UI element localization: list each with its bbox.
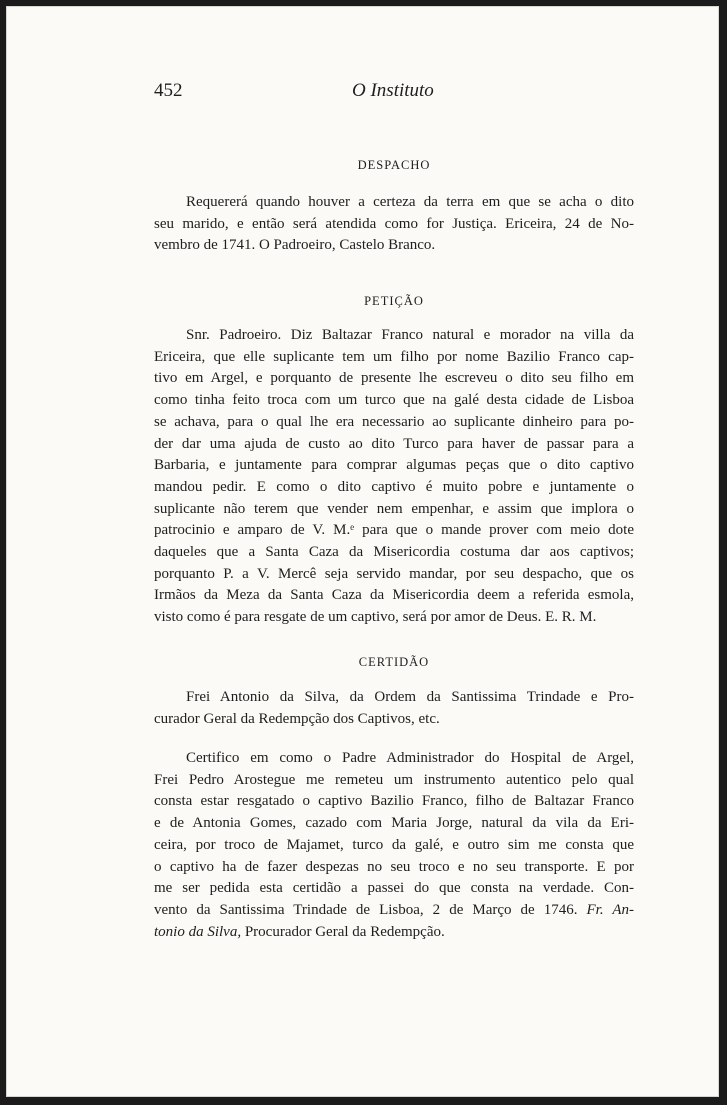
- text-line: Certifico em como o Padre Administrador do Hospital de Argel,: [186, 750, 634, 766]
- text-line: mandou pedir. E como o dito captivo é muito pobre e juntamente o: [154, 478, 634, 495]
- text-line: consta estar resgatado o captivo Bazilio Franco, filho de Baltazar Franco: [154, 793, 634, 810]
- text-line: [154, 900, 634, 922]
- paragraph-peticao: [154, 325, 634, 629]
- text-line: patrocinio e amparo de V. M.ᵉ para que o mande prover com meio dote: [154, 522, 634, 539]
- text-line: Ericeira, que elle suplicante tem um filho por nome Bazilio Franco cap-: [154, 348, 634, 365]
- text-line: curador Geral da Redempção dos Captivos, etc.: [154, 710, 440, 727]
- text-line: me ser pedida esta certidão a passei do que consta na verdade. Con-: [154, 880, 634, 897]
- text-line: seu marido, e então será atendida como for Justiça. Ericeira, 24 de No-: [154, 215, 634, 232]
- text-line: Barbaria, e juntamente para comprar algumas peças que o dito captivo: [154, 457, 634, 474]
- section-heading-despacho: DESPACHO: [357, 158, 431, 172]
- page-number: 452: [154, 80, 183, 101]
- paragraph-despacho: [154, 192, 634, 257]
- text-line: [154, 922, 634, 944]
- text-line: como tinha feito troca com um turco que na galé desta cidade de Lisboa: [154, 392, 634, 409]
- text-line: Frei Pedro Arostegue me remeteu um instrumento autentico pelo qual: [154, 771, 634, 788]
- paragraph-certidao-intro: [154, 687, 634, 730]
- text-line: porquanto P. a V. Mercê seja servido mandar, por seu despacho, que os: [154, 565, 634, 582]
- text-line: Snr. Padroeiro. Diz Baltazar Franco natural e morador na villa da: [186, 327, 634, 343]
- text-line: o captivo ha de fazer despezas no seu troco e no seu transporte. E por: [154, 858, 634, 875]
- italic-fragment: tonio da Silva,: [154, 923, 242, 940]
- page-header: [154, 80, 634, 110]
- text-line: suplicante não terem que vender nem empenhar, e assim que implora o: [154, 500, 634, 517]
- text-line: Requererá quando houver a certeza da terra em que se acha o dito: [186, 194, 634, 210]
- section-heading-peticao: PETIÇÃO: [364, 294, 424, 308]
- text-line: e de Antonia Gomes, cazado com Maria Jorge, natural da vila da Eri-: [154, 815, 634, 832]
- book-page: [6, 6, 719, 1097]
- text-line: Frei Antonio da Silva, da Ordem da Santissima Trindade e Pro-: [186, 689, 634, 705]
- text-line: der dar uma ajuda de custo ao dito Turco para haver de passar para a: [154, 435, 634, 452]
- section-heading-certidao: CERTIDÃO: [358, 655, 430, 669]
- text-line: Irmãos da Meza da Santa Caza da Misericordia deem a referida esmola,: [154, 587, 634, 604]
- text-line: daqueles que a Santa Caza da Misericordia costuma dar aos captivos;: [154, 544, 634, 561]
- italic-fragment: Fr. An-: [586, 901, 635, 918]
- text-line: tivo em Argel, e porquanto de presente lhe escreveu o dito seu filho em: [154, 370, 634, 387]
- running-title: O Instituto: [352, 80, 434, 101]
- text-fragment: vento da Santissima Trindade de Lisboa, 2 de Março de 1746.: [154, 901, 578, 918]
- paragraph-certidao-body: [154, 748, 634, 943]
- text-line: vembro de 1741. O Padroeiro, Castelo Branco.: [154, 237, 436, 254]
- text-fragment: Procurador Geral da Redempção.: [244, 923, 445, 940]
- text-line: visto como é para resgate de um captivo, será por amor de Deus. E. R. M.: [154, 609, 597, 626]
- text-line: se achava, para o qual lhe era necessario ao suplicante dinheiro para po-: [154, 413, 634, 430]
- text-line: ceira, por troco de Majamet, turco da galé, e outro sim me consta que: [154, 836, 634, 853]
